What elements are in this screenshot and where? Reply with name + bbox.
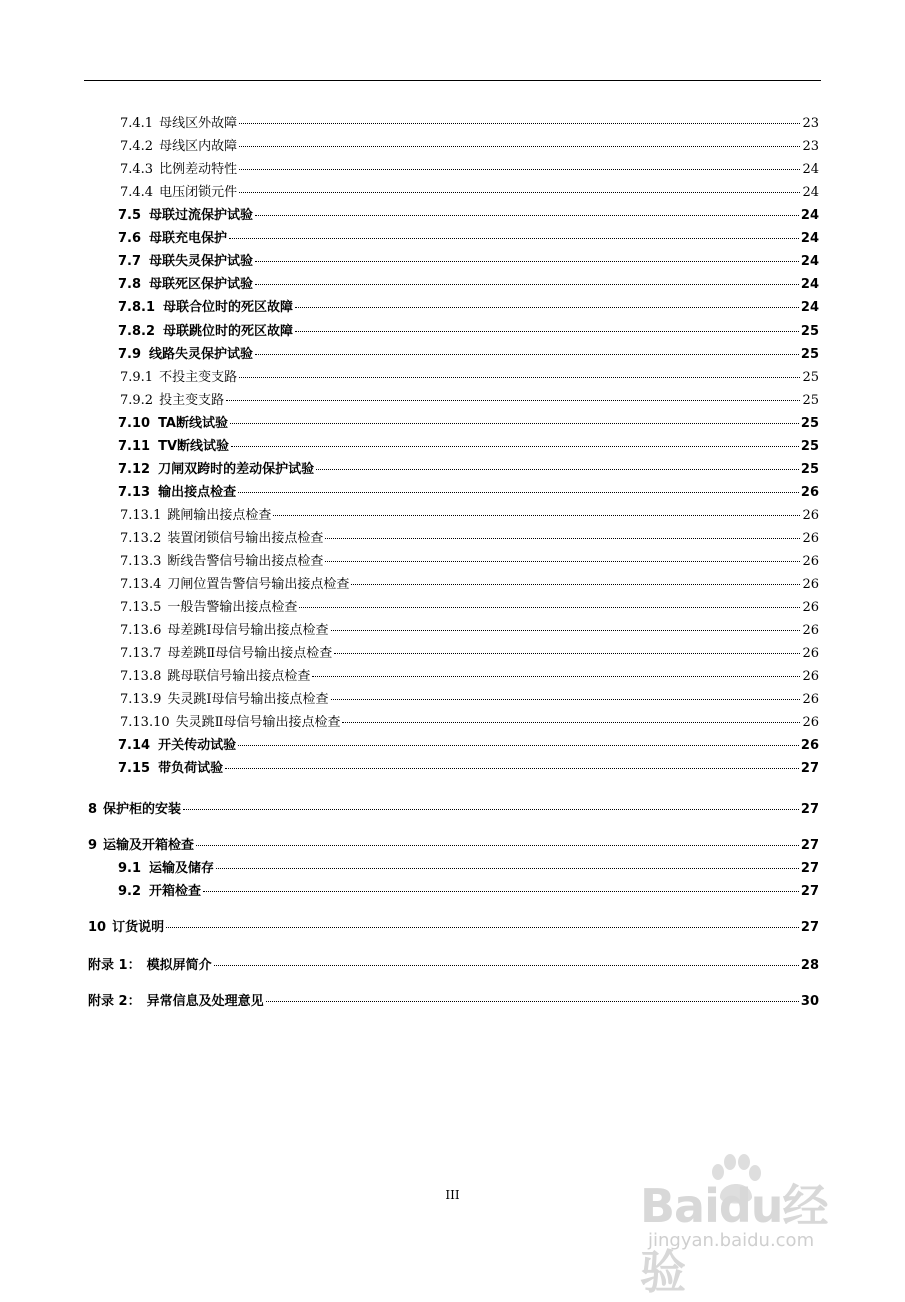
toc-entry-page: 26 <box>802 692 819 707</box>
toc-entry-page: 26 <box>802 623 819 638</box>
toc-entry[interactable] <box>88 834 819 854</box>
toc-entry[interactable] <box>118 204 819 224</box>
toc-entry[interactable] <box>118 757 819 777</box>
toc-entry-number: 7.5 <box>118 208 142 223</box>
toc-entry-title: 一般告警输出接点检查 <box>167 600 298 615</box>
toc-entry-number: 7.13.2 <box>120 531 162 546</box>
toc-dot-leader <box>255 270 799 285</box>
toc-dot-leader <box>331 685 801 700</box>
page-number: III <box>445 1188 460 1202</box>
toc-entry[interactable] <box>120 688 819 708</box>
toc-entry-title: 母差跳Ⅱ母信号输出接点检查 <box>167 646 333 661</box>
toc-entry-page: 27 <box>800 838 819 853</box>
toc-dot-leader <box>225 754 799 769</box>
toc-entry-title: 刀闸位置告警信号输出接点检查 <box>167 577 350 592</box>
toc-entry[interactable] <box>88 798 819 818</box>
toc-dot-leader <box>255 201 799 216</box>
toc-entry-number: 7.13.8 <box>120 669 162 684</box>
toc-entry-page: 25 <box>802 370 819 385</box>
toc-entry-page: 23 <box>802 139 819 154</box>
toc-entry[interactable] <box>120 711 819 731</box>
toc-dot-leader <box>239 155 800 170</box>
toc-entry[interactable] <box>118 343 819 363</box>
toc-entry[interactable] <box>118 296 819 316</box>
watermark-url: jingyan.baidu.com <box>648 1230 815 1251</box>
toc-dot-leader <box>295 317 799 332</box>
toc-entry-page: 26 <box>800 738 819 753</box>
toc-entry-page: 26 <box>802 646 819 661</box>
toc-entry-page: 26 <box>802 715 819 730</box>
toc-entry-title: 刀闸双跨时的差动保护试验 <box>158 462 315 477</box>
toc-entry-page: 25 <box>800 416 819 431</box>
toc-entry[interactable] <box>118 435 819 455</box>
toc-dot-leader <box>331 616 801 631</box>
toc-entry-page: 30 <box>800 994 819 1009</box>
toc-entry-title: 跳母联信号输出接点检查 <box>167 669 311 684</box>
toc-dot-leader <box>238 731 799 746</box>
toc-entry-number: 7.6 <box>118 231 142 246</box>
toc-entry-number: 9.1 <box>118 861 142 876</box>
toc-dot-leader <box>255 340 799 355</box>
toc-dot-leader <box>214 951 799 966</box>
toc-entry-number: 7.12 <box>118 462 151 477</box>
toc-entry-title: 母联失灵保护试验 <box>149 254 254 269</box>
toc-entry-page: 26 <box>802 577 819 592</box>
toc-entry-page: 26 <box>802 669 819 684</box>
toc-entry-number: 7.8 <box>118 277 142 292</box>
toc-dot-leader <box>342 708 800 723</box>
toc-entry-number: 7.14 <box>118 738 151 753</box>
toc-entry-title: 异常信息及处理意见 <box>146 994 264 1009</box>
toc-entry[interactable] <box>88 990 819 1010</box>
toc-entry-number: 7.13.9 <box>120 692 162 707</box>
toc-entry-title: 装置闭锁信号输出接点检查 <box>167 531 324 546</box>
toc-entry-page: 27 <box>800 920 819 935</box>
toc-entry-number: 7.13 <box>118 485 151 500</box>
toc-dot-leader <box>316 455 799 470</box>
toc-entry-number: 10 <box>88 920 107 935</box>
toc-dot-leader <box>266 987 799 1002</box>
toc-entry-number: 9.2 <box>118 884 142 899</box>
toc-entry[interactable] <box>118 412 819 432</box>
toc-dot-leader <box>196 831 799 846</box>
toc-entry-number: 7.13.7 <box>120 646 162 661</box>
toc-entry-title: 输出接点检查 <box>158 485 237 500</box>
toc-entry[interactable] <box>118 880 819 900</box>
toc-entry[interactable] <box>118 250 819 270</box>
toc-entry[interactable] <box>118 320 819 340</box>
toc-dot-leader <box>216 854 799 869</box>
toc-entry-number: 7.4.1 <box>120 116 154 131</box>
toc-entry-number: 7.10 <box>118 416 151 431</box>
toc-entry-page: 25 <box>800 439 819 454</box>
toc-entry-number: 7.13.1 <box>120 508 162 523</box>
watermark-brand: Baidu经验 <box>640 1179 828 1299</box>
toc-dot-leader <box>255 247 799 262</box>
toc-entry-number: 7.4.3 <box>120 162 154 177</box>
toc-entry-page: 27 <box>800 884 819 899</box>
toc-dot-leader <box>231 432 799 447</box>
toc-entry-number: 7.4.2 <box>120 139 154 154</box>
toc-dot-leader <box>239 178 800 193</box>
toc-dot-leader <box>203 877 799 892</box>
toc-entry-title: 带负荷试验 <box>158 761 224 776</box>
toc-entry-title: 母联跳位时的死区故障 <box>163 324 294 339</box>
toc-dot-leader <box>325 524 800 539</box>
toc-entry-number: 7.13.3 <box>120 554 162 569</box>
toc-entry-title: 跳闸输出接点检查 <box>167 508 272 523</box>
baidu-watermark <box>640 1150 870 1299</box>
toc-entry-page: 25 <box>800 324 819 339</box>
toc-dot-leader <box>238 478 799 493</box>
toc-entry-number: 7.13.5 <box>120 600 162 615</box>
toc-entry-page: 24 <box>800 254 819 269</box>
toc-dot-leader <box>230 409 799 424</box>
toc-entry-title: 模拟屏简介 <box>146 958 212 973</box>
toc-entry-title: TA断线试验 <box>158 416 228 431</box>
toc-entry-number: 7.4.4 <box>120 185 154 200</box>
toc-entry-page: 24 <box>800 300 819 315</box>
toc-entry-number: 7.9.2 <box>120 393 154 408</box>
toc-entry-title: 母联合位时的死区故障 <box>163 300 294 315</box>
toc-entry-number: 8 <box>88 802 98 817</box>
toc-dot-leader <box>229 224 799 239</box>
toc-dot-leader <box>295 293 799 308</box>
toc-entry[interactable] <box>120 596 819 616</box>
toc-entry[interactable] <box>120 158 819 178</box>
toc-entry[interactable] <box>120 112 819 132</box>
toc-dot-leader <box>334 639 800 654</box>
toc-entry-page: 24 <box>802 185 819 200</box>
toc-dot-leader <box>239 132 800 147</box>
toc-entry[interactable] <box>118 481 819 501</box>
toc-entry[interactable] <box>88 954 819 974</box>
toc-entry-page: 26 <box>802 531 819 546</box>
toc-entry-page: 27 <box>800 761 819 776</box>
toc-entry-title: 订货说明 <box>112 920 165 935</box>
toc-entry-title: 母差跳Ⅰ母信号输出接点检查 <box>167 623 329 638</box>
toc-entry-number: 附录 2： <box>88 994 141 1009</box>
toc-entry-title: 断线告警信号输出接点检查 <box>167 554 324 569</box>
toc-entry-title: 电压闭锁元件 <box>159 185 238 200</box>
toc-dot-leader <box>273 501 800 516</box>
toc-entry-page: 24 <box>800 231 819 246</box>
toc-entry[interactable] <box>120 642 819 662</box>
toc-entry[interactable] <box>120 665 819 685</box>
toc-entry-number: 7.9 <box>118 347 142 362</box>
toc-entry-title: 失灵跳Ⅱ母信号输出接点检查 <box>175 715 341 730</box>
toc-entry-number: 7.9.1 <box>120 370 154 385</box>
toc-entry[interactable] <box>118 227 819 247</box>
toc-entry-title: 母线区外故障 <box>159 116 238 131</box>
toc-entry-page: 26 <box>802 600 819 615</box>
toc-entry[interactable] <box>120 389 819 409</box>
toc-entry-title: 运输及开箱检查 <box>103 838 195 853</box>
toc-dot-leader <box>183 795 799 810</box>
toc-entry[interactable] <box>120 181 819 201</box>
toc-entry-title: 母联充电保护 <box>149 231 228 246</box>
toc-entry[interactable] <box>120 527 819 547</box>
toc-entry[interactable] <box>120 366 819 386</box>
toc-entry[interactable] <box>120 504 819 524</box>
toc-entry-number: 7.8.2 <box>118 324 156 339</box>
toc-entry-number: 7.15 <box>118 761 151 776</box>
toc-entry-page: 26 <box>802 554 819 569</box>
toc-entry-number: 9 <box>88 838 98 853</box>
toc-entry-title: 母联过流保护试验 <box>149 208 254 223</box>
toc-entry[interactable] <box>118 734 819 754</box>
toc-dot-leader <box>351 570 800 585</box>
toc-entry-page: 27 <box>800 802 819 817</box>
toc-entry-title: 运输及储存 <box>149 861 215 876</box>
toc-entry-page: 27 <box>800 861 819 876</box>
toc-entry-page: 28 <box>800 958 819 973</box>
toc-dot-leader <box>239 363 800 378</box>
toc-entry[interactable] <box>118 857 819 877</box>
toc-entry-title: 开关传动试验 <box>158 738 237 753</box>
toc-entry[interactable] <box>88 916 819 936</box>
toc-dot-leader <box>299 593 800 608</box>
toc-entry[interactable] <box>120 573 819 593</box>
toc-entry[interactable] <box>118 273 819 293</box>
toc-entry-page: 26 <box>802 508 819 523</box>
toc-entry-title: 母联死区保护试验 <box>149 277 254 292</box>
toc-dot-leader <box>239 109 800 124</box>
toc-entry[interactable] <box>120 550 819 570</box>
toc-dot-leader <box>166 913 799 928</box>
toc-entry-title: 开箱检查 <box>149 884 202 899</box>
toc-entry-title: 保护柜的安装 <box>103 802 182 817</box>
toc-entry-title: 投主变支路 <box>159 393 225 408</box>
toc-entry-title: TV断线试验 <box>158 439 230 454</box>
toc-entry-page: 23 <box>802 116 819 131</box>
toc-entry-page: 26 <box>800 485 819 500</box>
toc-entry-title: 失灵跳Ⅰ母信号输出接点检查 <box>167 692 329 707</box>
toc-entry-page: 25 <box>802 393 819 408</box>
toc-entry-number: 7.8.1 <box>118 300 156 315</box>
toc-entry-page: 24 <box>800 277 819 292</box>
toc-dot-leader <box>312 662 800 677</box>
toc-entry-number: 附录 1： <box>88 958 141 973</box>
toc-entry-title: 线路失灵保护试验 <box>149 347 254 362</box>
toc-entry-page: 24 <box>802 162 819 177</box>
toc-entry-number: 7.11 <box>118 439 151 454</box>
toc-entry-number: 7.13.10 <box>120 715 170 730</box>
toc-entry[interactable] <box>118 458 819 478</box>
toc-entry-number: 7.13.4 <box>120 577 162 592</box>
toc-entry-title: 母线区内故障 <box>159 139 238 154</box>
toc-entry-page: 25 <box>800 462 819 477</box>
header-rule <box>84 80 821 81</box>
toc-entry-page: 24 <box>800 208 819 223</box>
toc-entry-page: 25 <box>800 347 819 362</box>
toc-dot-leader <box>226 386 800 401</box>
toc-entry[interactable] <box>120 135 819 155</box>
toc-entry-title: 比例差动特性 <box>159 162 238 177</box>
toc-entry-number: 7.7 <box>118 254 142 269</box>
toc-dot-leader <box>325 547 800 562</box>
toc-entry[interactable] <box>120 619 819 639</box>
toc-entry-number: 7.13.6 <box>120 623 162 638</box>
toc-entry-title: 不投主变支路 <box>159 370 238 385</box>
